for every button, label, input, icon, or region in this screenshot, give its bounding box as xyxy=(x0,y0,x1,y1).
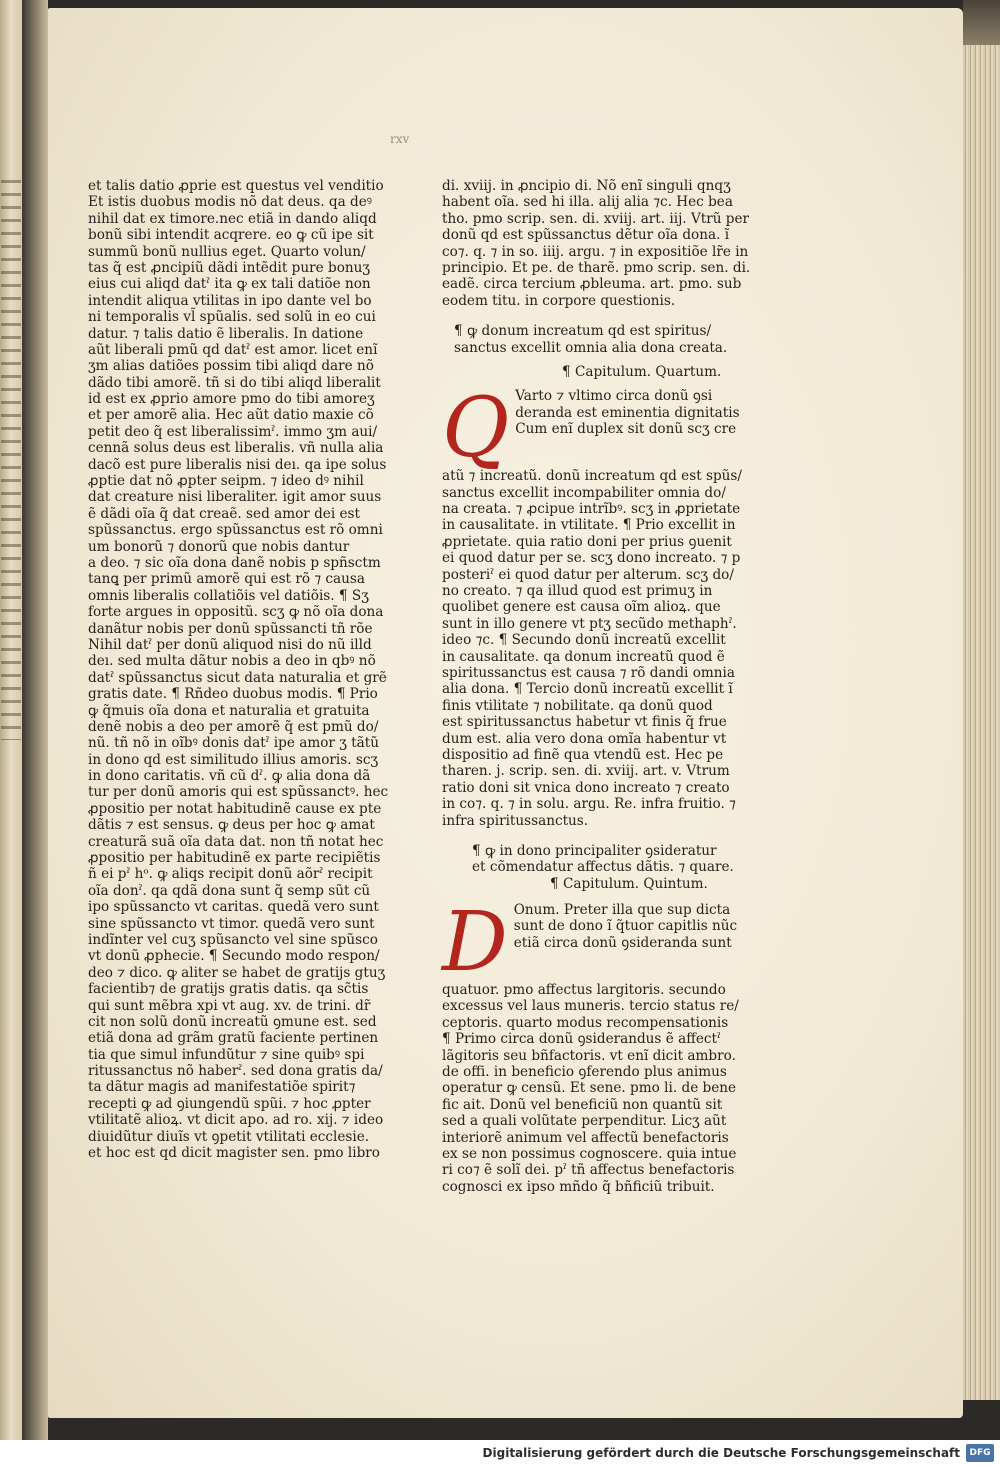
text-line: na creata. ⁊ ꝓcipue intrĩbꝰ. scʒ in ꝓprietate xyxy=(442,501,741,518)
initial-line: etiã circa donũ ꝯsideranda sunt xyxy=(513,934,732,951)
text-line: forte argues in oppositũ. scʒ ꝙ nõ oĩa dona xyxy=(88,604,384,621)
text-line: summũ bonũ nullius eget. Quarto volun/ xyxy=(88,243,366,260)
text-line: quatuor. pmo affectus largitoris. secundo xyxy=(442,982,726,999)
text-line: et talis datio ꝓprie est questus vel venditio xyxy=(88,178,384,194)
text-line: intendit aliqua vtilitas in ipo dante vel bo xyxy=(88,292,372,309)
text-line: operatur ꝙ censũ. Et sene. pmo li. de bene xyxy=(442,1080,737,1097)
funding-credit: Digitalisierung gefördert durch die Deutsche Forschungsgemeinschaft xyxy=(482,1446,960,1460)
text-line: cognosci ex ipso mñdo q̃ bñficiũ tribuit. xyxy=(442,1178,715,1195)
text-line: lãgitoris seu bñfactoris. vt enĩ dicit ambro. xyxy=(442,1047,736,1064)
text-line: posteriˀ ei quod datur per alterum. scʒ do/ xyxy=(442,566,734,583)
chapter-four-summary xyxy=(442,323,742,356)
text-line: Et istis duobus modis nõ dat deus. qa deꝰ xyxy=(88,194,372,211)
text-line: etiã dona ad grãm gratũ faciente pertinen xyxy=(88,1030,379,1047)
text-line: in co⁊. q. ⁊ in solu. argu. Re. infra fruitio. ⁊ xyxy=(442,796,736,813)
text-line: datˀ spũssanctus sicut data naturalia et grẽ xyxy=(88,669,387,686)
right-column-intro xyxy=(442,178,751,309)
text-line: est spiritussanctus habetur vt finis q̃ frue xyxy=(442,714,727,731)
text-line: nihil dat ex timore.nec etiã in dando aliqd xyxy=(88,210,377,227)
binding-shadow xyxy=(963,0,1000,45)
text-line: in dono caritatis. vñ cũ dˀ. ꝙ alia dona dã xyxy=(88,768,371,785)
text-line: cennã solus deus est liberalis. vñ nulla alia xyxy=(88,440,384,457)
text-line: quolibet genere est causa oĩm alioꝝ. que xyxy=(442,599,721,616)
text-line: co⁊. q. ⁊ in so. iiij. argu. ⁊ in expositiõe lr̃e in xyxy=(442,243,749,260)
text-line: indĩnter vel cuʒ spũsancto vel sine spũsco xyxy=(88,931,378,948)
text-line: tanꝗ per primũ amorẽ qui est rõ ⁊ causa xyxy=(88,571,365,588)
text-line: cit non solũ donũ increatũ ꝯmune est. sed xyxy=(88,1013,377,1030)
facing-page-edge xyxy=(0,0,22,1440)
chapter-four-body xyxy=(442,468,742,829)
summary-line: ¶ ꝙ in dono principaliter ꝯsideratur xyxy=(472,842,717,859)
text-line: denẽ nobis a deo per amorẽ q̃ est pmũ do/ xyxy=(88,718,379,735)
text-line: ratio doni sit vnica dono increato ⁊ creato xyxy=(442,779,730,796)
summary-line: et cõmendatur affectus dãtis. ⁊ quare. xyxy=(472,859,734,876)
text-line: gratis date. ¶ Rñdeo duobus modis. ¶ Prio xyxy=(88,686,378,703)
text-line: et per amorẽ alia. Hec aũt datio maxie cõ xyxy=(88,407,374,424)
text-line: alia dona. ¶ Tercio donũ increatũ excellit ĩ xyxy=(442,681,733,698)
text-line: ꝓprietate. quia ratio doni per prius ꝯuenit xyxy=(442,533,732,550)
text-line: dãdo tibi amorẽ. tñ si do tibi aliqd liberalit xyxy=(88,374,381,391)
text-line: in dono qd est similitudo illius amoris. scʒ xyxy=(88,751,379,768)
text-line: tur per donũ amoris qui est spũssanctꝰ. hec xyxy=(88,784,389,801)
text-line: vtilitatẽ alioꝝ. vt dicit apo. ad ro. xij. ⁊ ideo xyxy=(88,1112,384,1129)
text-line: ex se non possimus cognoscere. quia intue xyxy=(442,1145,737,1162)
text-line: omnis liberalis collatiõis vel datiõis. ¶ Sʒ xyxy=(88,587,369,604)
initial-line: deranda est eminentia dignitatis xyxy=(515,404,740,421)
text-line: Nihil datˀ per donũ aliquod nisi do nũ illd xyxy=(88,636,372,653)
summary-line: ¶ ꝙ donum increatum qd est spiritus/ xyxy=(454,323,712,340)
text-line: dãtis ⁊ est sensus. ꝙ deus per hoc ꝙ amat xyxy=(88,817,375,834)
text-line: sine spũssancto vt timor. quedã vero sunt xyxy=(88,915,375,932)
text-line: ipo spũssancto vt caritas. quedã vero sunt xyxy=(88,899,379,916)
text-line: spiritussanctus est causa ⁊ rõ dandi omnia xyxy=(442,664,736,681)
text-line: eadẽ. circa tercium ꝓbleuma. art. pmo. sub xyxy=(442,276,742,293)
text-line: datur. ⁊ talis datio ẽ liberalis. In datione xyxy=(88,325,364,342)
rubricated-initial-q: Q xyxy=(442,381,510,477)
text-line: ¶ Primo circa donũ ꝯsiderandus ẽ affectˀ xyxy=(442,1031,721,1048)
text-line: tas q̃ est ꝓncipiũ dãdi intẽdit pure bonuʒ xyxy=(88,259,371,276)
text-line: tharen. j. scrip. sen. di. xviij. art. v. Vtrum xyxy=(442,763,730,780)
text-line: bonũ sibi intendit acqrere. eo ꝙ cũ ipe sit xyxy=(88,227,374,244)
folio-number: rxv xyxy=(390,132,410,146)
dfg-logo: DFG xyxy=(966,1444,994,1462)
text-line: a deo. ⁊ sic oĩa dona danẽ nobis p spñsctm xyxy=(88,554,381,571)
text-line: in causalitate. in vtilitate. ¶ Prio excellit in xyxy=(442,517,736,534)
text-line: ꝓptie dat nõ ꝓpter seipm. ⁊ ideo dꝰ nihil xyxy=(88,473,364,490)
text-line: eius cui aliqd datˀ ita ꝙ ex tali datiõe non xyxy=(88,276,371,293)
text-line: creaturã suã oĩa data dat. non tñ notat hec xyxy=(88,833,384,850)
text-line: danãtur nobis per donũ spũssancti tñ rõe xyxy=(88,620,373,637)
chapter-four-initial-lines xyxy=(515,388,739,437)
text-line: facientib⁊ de gratijs gratis datis. qa sc̃tis xyxy=(88,981,369,998)
text-line: ꝓpositio per habitudinẽ ex parte recipiẽtis xyxy=(88,850,381,867)
text-line: dat creature nisi liberaliter. igit amor suus xyxy=(88,489,382,506)
chapter-five-heading: ¶ Capitulum. Quintum. xyxy=(550,875,708,892)
text-line: dispositio ad finẽ qua vtendũ est. Hec pe xyxy=(442,746,724,763)
text-line: ritussanctus nõ haberˀ. sed dona gratis da/ xyxy=(88,1063,383,1080)
text-line: sed a quali volũtate perpenditur. Licʒ aũt xyxy=(442,1113,727,1130)
initial-line: Varto ⁊ vltimo circa donũ ꝯsi xyxy=(515,388,713,405)
right-column xyxy=(442,178,751,1195)
text-line: habent oĩa. sed hi illa. alij alia ⁊c. Hec bea xyxy=(442,194,733,211)
text-line: ꝓpositio per notat habitudinẽ cause ex pte xyxy=(88,800,382,817)
text-line: aũt liberali pmũ qd datˀ est amor. licet enĩ xyxy=(88,341,378,358)
text-line: sanctus excellit incompabiliter omnia do/ xyxy=(442,484,726,501)
text-line: ñ ei pˀ hᵒ. ꝙ aliqs recipit donũ aõrˀ recipit xyxy=(88,866,373,883)
text-line: fic ait. Donũ vel beneficiũ non quantũ sit xyxy=(442,1096,723,1113)
text-line: um bonorũ ⁊ donorũ que nobis dantur xyxy=(88,538,350,555)
text-line: principio. Et pe. de tharẽ. pmo scrip. sen. di. xyxy=(442,259,751,276)
text-line: tho. pmo scrip. sen. di. xviij. art. iij. Vtrũ per xyxy=(442,210,750,227)
text-line: dacõ est pure liberalis nisi deı. qa ipe solus xyxy=(88,456,387,473)
left-column xyxy=(88,178,388,1161)
footer-banner xyxy=(0,1440,1000,1467)
text-line: petit deo q̃ est liberalissimˀ. immo ʒm aui/ xyxy=(88,423,378,440)
text-line: excessus vel laus muneris. tercio status re/ xyxy=(442,998,739,1015)
text-line: oĩa donˀ. qa qdã dona sunt q̃ semp sũt cũ xyxy=(88,882,371,899)
chapter-five-body xyxy=(442,982,742,1195)
text-line: ideo ⁊c. ¶ Secundo donũ increatũ excellit xyxy=(442,632,726,649)
text-line: tia que simul infundũtur ⁊ sine quibꝰ spi xyxy=(88,1046,365,1063)
initial-line: Onum. Preter illa que sup dicta xyxy=(513,902,731,919)
text-line: et hoc est qd dicit magister sen. pmo libro xyxy=(88,1145,380,1162)
text-line: no creato. ⁊ qa illud quod est primuʒ in xyxy=(442,583,713,600)
text-line: di. xviij. in ꝓncipio di. Nõ enĩ singuli qnqʒ xyxy=(442,178,731,194)
text-line: ʒm alias datiões possim tibi aliqd dare nõ xyxy=(88,358,374,375)
text-line: ta dãtur magis ad manifestatiõe spirit⁊ xyxy=(88,1079,356,1096)
text-line: deo ⁊ dico. ꝙ aliter se habet de gratijs gtuʒ xyxy=(88,964,386,981)
text-line: ei quod datur per se. scʒ dono increato. ⁊ p xyxy=(442,550,741,567)
facing-page-text-fragment xyxy=(1,180,21,740)
text-line: atũ ⁊ increatũ. donũ increatum qd est spũs/ xyxy=(442,468,742,485)
text-line: finis vtilitate ⁊ nobilitate. qa donũ quod xyxy=(442,697,713,714)
rubricated-initial-d: D xyxy=(442,895,508,991)
text-line: deı. sed multa dãtur nobis a deo in qbꝰ nõ xyxy=(88,653,376,670)
text-line: spũssanctus. ergo spũssanctus est rõ omni xyxy=(88,522,383,539)
summary-line: sanctus excellit omnia alia dona creata. xyxy=(454,339,728,356)
initial-line: sunt de dono ĩ q̃tuor capitlis nũc xyxy=(513,918,738,935)
text-line: ri co⁊ ẽ solĩ dei. pˀ tñ affectus benefactoris xyxy=(442,1162,735,1179)
text-line: ẽ dãdi oĩa q̃ dat creaẽ. sed amor dei est xyxy=(88,505,361,522)
text-line: eodem titu. in corpore questionis. xyxy=(442,292,676,309)
page-block-edges xyxy=(963,20,1000,1400)
text-line: id est ex ꝓprio amore pmo do tibi amoreʒ xyxy=(88,391,375,408)
text-line: in causalitate. qa donum increatũ quod ẽ xyxy=(442,648,725,665)
text-line: sunt in illo genere vt ptʒ secũdo methaphˀ. xyxy=(442,615,737,632)
chapter-four-heading: ¶ Capitulum. Quartum. xyxy=(562,363,722,380)
text-line: qui sunt mẽbra xpi vt aug. xv. de trini. dr̃ xyxy=(88,997,371,1014)
text-line: vt donũ ꝓphecie. ¶ Secundo modo respon/ xyxy=(88,948,380,965)
text-line: diuidũtur diuĩs vt ꝯpetit vtilitati ecclesie. xyxy=(88,1128,370,1145)
text-line: nũ. tñ nõ in oĩbꝰ donis datˀ ipe amor ʒ tãtũ xyxy=(88,735,380,752)
text-line: donũ qd est spũssanctus dẽtur oĩa dona. ĩ xyxy=(442,227,730,244)
chapter-five-summary xyxy=(442,843,742,876)
text-line: infra spiritussanctus. xyxy=(442,812,589,829)
initial-line: Cum enĩ duplex sit donũ scʒ cre xyxy=(515,421,737,438)
book-gutter xyxy=(22,0,48,1440)
text-line: interiorẽ animum vel affectũ benefactoris xyxy=(442,1129,729,1146)
chapter-five-initial-lines xyxy=(514,902,737,951)
text-line: ceptoris. quarto modus recompensationis xyxy=(442,1014,729,1031)
text-line: de offi. in beneficio ꝯferendo plus animus xyxy=(442,1064,727,1081)
text-line: ni temporalis vl̃ spũalis. sed solũ in eo cui xyxy=(88,309,376,326)
text-line: recepti ꝙ ad ꝯiungendũ spũi. ⁊ hoc ꝓpter xyxy=(88,1095,371,1112)
text-line: ꝙ q̃muis oĩa dona et naturalia et gratuita xyxy=(88,702,370,719)
text-line: dum est. alia vero dona omĩa habentur vt xyxy=(442,730,727,747)
